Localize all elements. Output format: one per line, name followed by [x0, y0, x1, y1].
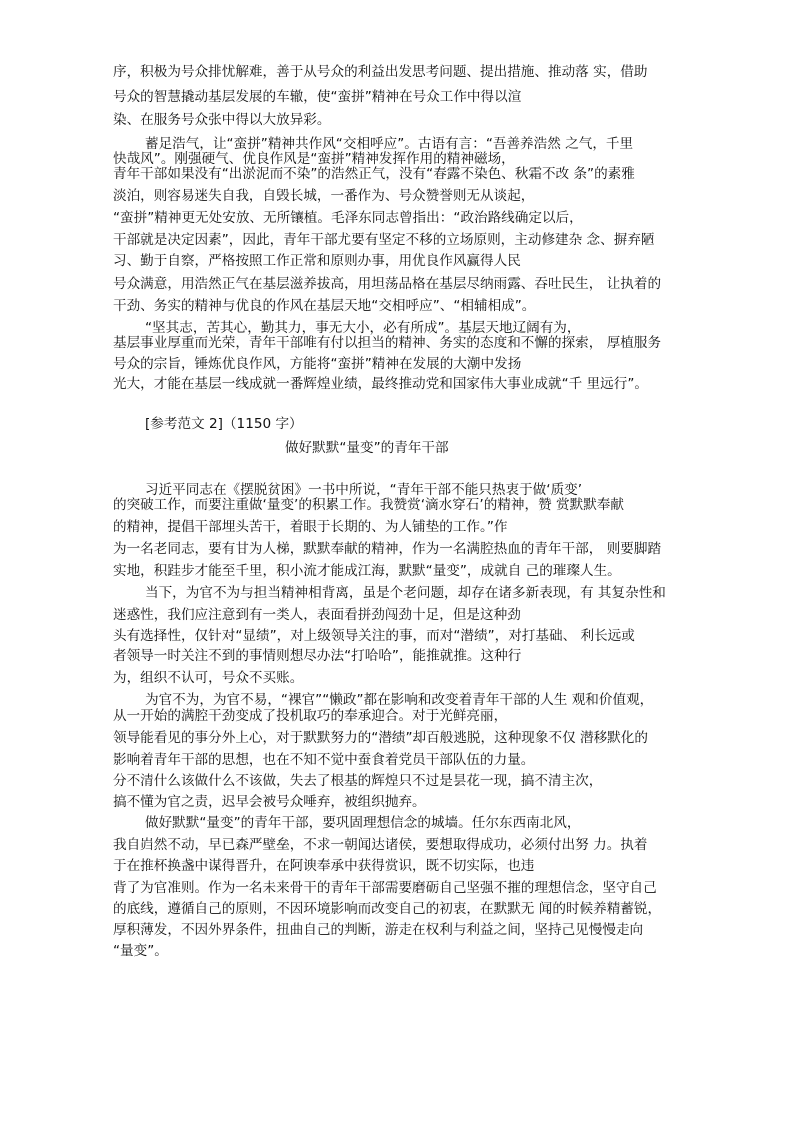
text-line: 背了为官准则。作为一名未来骨干的青年干部需要磨砺自己坚强不摧的理想信念，坚守自己 — [113, 880, 657, 896]
text-line: 为一名老同志，要有甘为人梯，默默奉献的精神，作为一名满腔热血的青年干部， 则要脚踏 — [113, 541, 662, 557]
text-line: 染、在服务号众张中得以大放异彩。 — [113, 112, 331, 128]
text-line: 习、勤于自察，严格按照工作正常和原则办事，用优良作风赢得人民 — [113, 253, 521, 269]
text-line: “蛮拼”精神更无处安放、无所镶植。毛泽东同志曾指出：“政治路线确定以后， — [113, 210, 583, 226]
text-line: 号众的智慧撬动基层发展的车辙，使“蛮拼”精神在号众工作中得以渲 — [113, 89, 522, 105]
text-line: 迷惑性，我们应注意到有一类人，表面看拼劲闯劲十足，但是这种劲 — [113, 607, 521, 623]
text-line: 我自岿然不动，早已森严壁垒，不求一朝闻达诸侯，要想取得成功，必须付出努 力。执着 — [113, 837, 648, 853]
text-line: 领导能看见的事分外上心，对于默默努力的“潜绩”却百般逃脱，这种现象不仅 潜移默化的 — [113, 730, 648, 746]
text-line: 快哉风”。刚强硬气、优良作风是“蛮拼”精神发挥作用的精神磁场， — [113, 151, 515, 167]
paragraph-start: 做好默默“量变”的青年干部，要巩固理想信念的城墙。任尔东西南北风， — [145, 815, 581, 831]
text-line: 号众的宗旨，锤炼优良作风，方能将“蛮拼”精神在发展的大潮中发扬 — [113, 356, 522, 372]
reference-label: [参考范文 2]（1150 字） — [145, 416, 303, 432]
text-line: 干部就是决定因素”，因此，青年干部尤要有坚定不移的立场原则，主动修建杂 念、摒弃陋 — [113, 232, 655, 248]
text-line: 的突破工作，而要注重做‘量变’的积累工作。我赞赏‘滴水穿石’的精神，赞 赏默默奉献 — [113, 497, 624, 513]
text-line: 搞不懂为官之责，迟早会被号众唾弃，被组织抛弃。 — [113, 794, 426, 810]
essay-title: 做好默默“量变”的青年干部 — [285, 440, 449, 456]
text-line: 实地，积跬步才能至千里，积小流才能成江海，默默“量变”，成就自 己的璀璨人生。 — [113, 563, 621, 579]
paragraph-start: 蓄足浩气，让“蛮拼”精神共作风“交相呼应”。古语有言：“吾善养浩然 之气，千里 — [145, 136, 634, 152]
text-line: 分不清什么该做什么不该做，失去了根基的辉煌只不过是昙花一现，搞不清主次， — [113, 773, 603, 789]
text-line: 从一开始的满腔干劲变成了投机取巧的奉承迎合。对于光鲜亮丽， — [113, 708, 508, 724]
text-line: 者领导一时关注不到的事情则想尽办法“打哈哈”，能推就推。这种行 — [113, 648, 522, 664]
text-line: 淡泊，则容易迷失自我，自毁长城，一番作为、号众赞誉则无从谈起， — [113, 188, 535, 204]
text-line: 头有选择性，仅针对“显绩”，对上级领导关注的事，而对“潜绩”，对打基础、 利长远或 — [113, 628, 635, 644]
text-line: 序，积极为号众排忧解难，善于从号众的利益出发思考问题、提出措施、推动落 实，借助 — [113, 64, 648, 80]
text-line: 干劲、务实的精神与优良的作风在基层天地“交相呼应”、“相辅相成”。 — [113, 298, 536, 314]
text-line: “量变”。 — [113, 943, 168, 959]
paragraph-start: 习近平同志在《摆脱贫困》一书中所说，“青年干部不能只热衷于做‘质变’ — [145, 482, 583, 498]
text-line: 光大，才能在基层一线成就一番辉煌业绩，最终推动党和国家伟大事业成就“千 里远行”。 — [113, 376, 648, 392]
text-line: 为，组织不认可，号众不买账。 — [113, 670, 304, 686]
paragraph-start: “坚其志，苦其心，勤其力，事无大小，必有所成”。基层天地辽阔有为， — [145, 320, 581, 336]
text-line: 的底线，遵循自己的原则，不因环境影响而改变自己的初衷，在默默无 闻的时候养精蓄锐， — [113, 901, 662, 917]
paragraph-start: 当下，为官不为与担当精神相背离，虽是个老问题，却存在诸多新表现，有 其复杂性和 — [145, 585, 666, 601]
text-line: 的精神，提倡干部埋头苦干，着眼于长期的、为人铺垫的工作。”作 — [113, 519, 508, 535]
text-line: 影响着青年干部的思想，也在不知不觉中蚕食着党员干部队伍的力量。 — [113, 752, 535, 768]
text-line: 厚积薄发，不因外界条件，扭曲自己的判断，游走在权利与利益之间，坚持己见慢慢走向 — [113, 922, 644, 938]
text-line: 青年干部如果没有“出淤泥而不染”的浩然正气，没有“春露不染色、秋霜不改 条”的素雅 — [113, 166, 635, 182]
text-line: 基层事业厚重而光荣，青年干部唯有付以担当的精神、务实的态度和不懈的探索， 厚植服务 — [113, 335, 662, 351]
text-line: 于在推杯换盏中谋得晋升，在阿谀奉承中获得赏识，既不切实际，也违 — [113, 858, 535, 874]
text-line: 号众满意，用浩然正气在基层滋养拔高，用坦荡品格在基层尽纳雨露、吞吐民生， 让执着的 — [113, 276, 662, 292]
paragraph-start: 为官不为，为官不易，“裸官”“懒政”都在影响和改变着青年干部的人生 观和价值观， — [145, 692, 654, 708]
